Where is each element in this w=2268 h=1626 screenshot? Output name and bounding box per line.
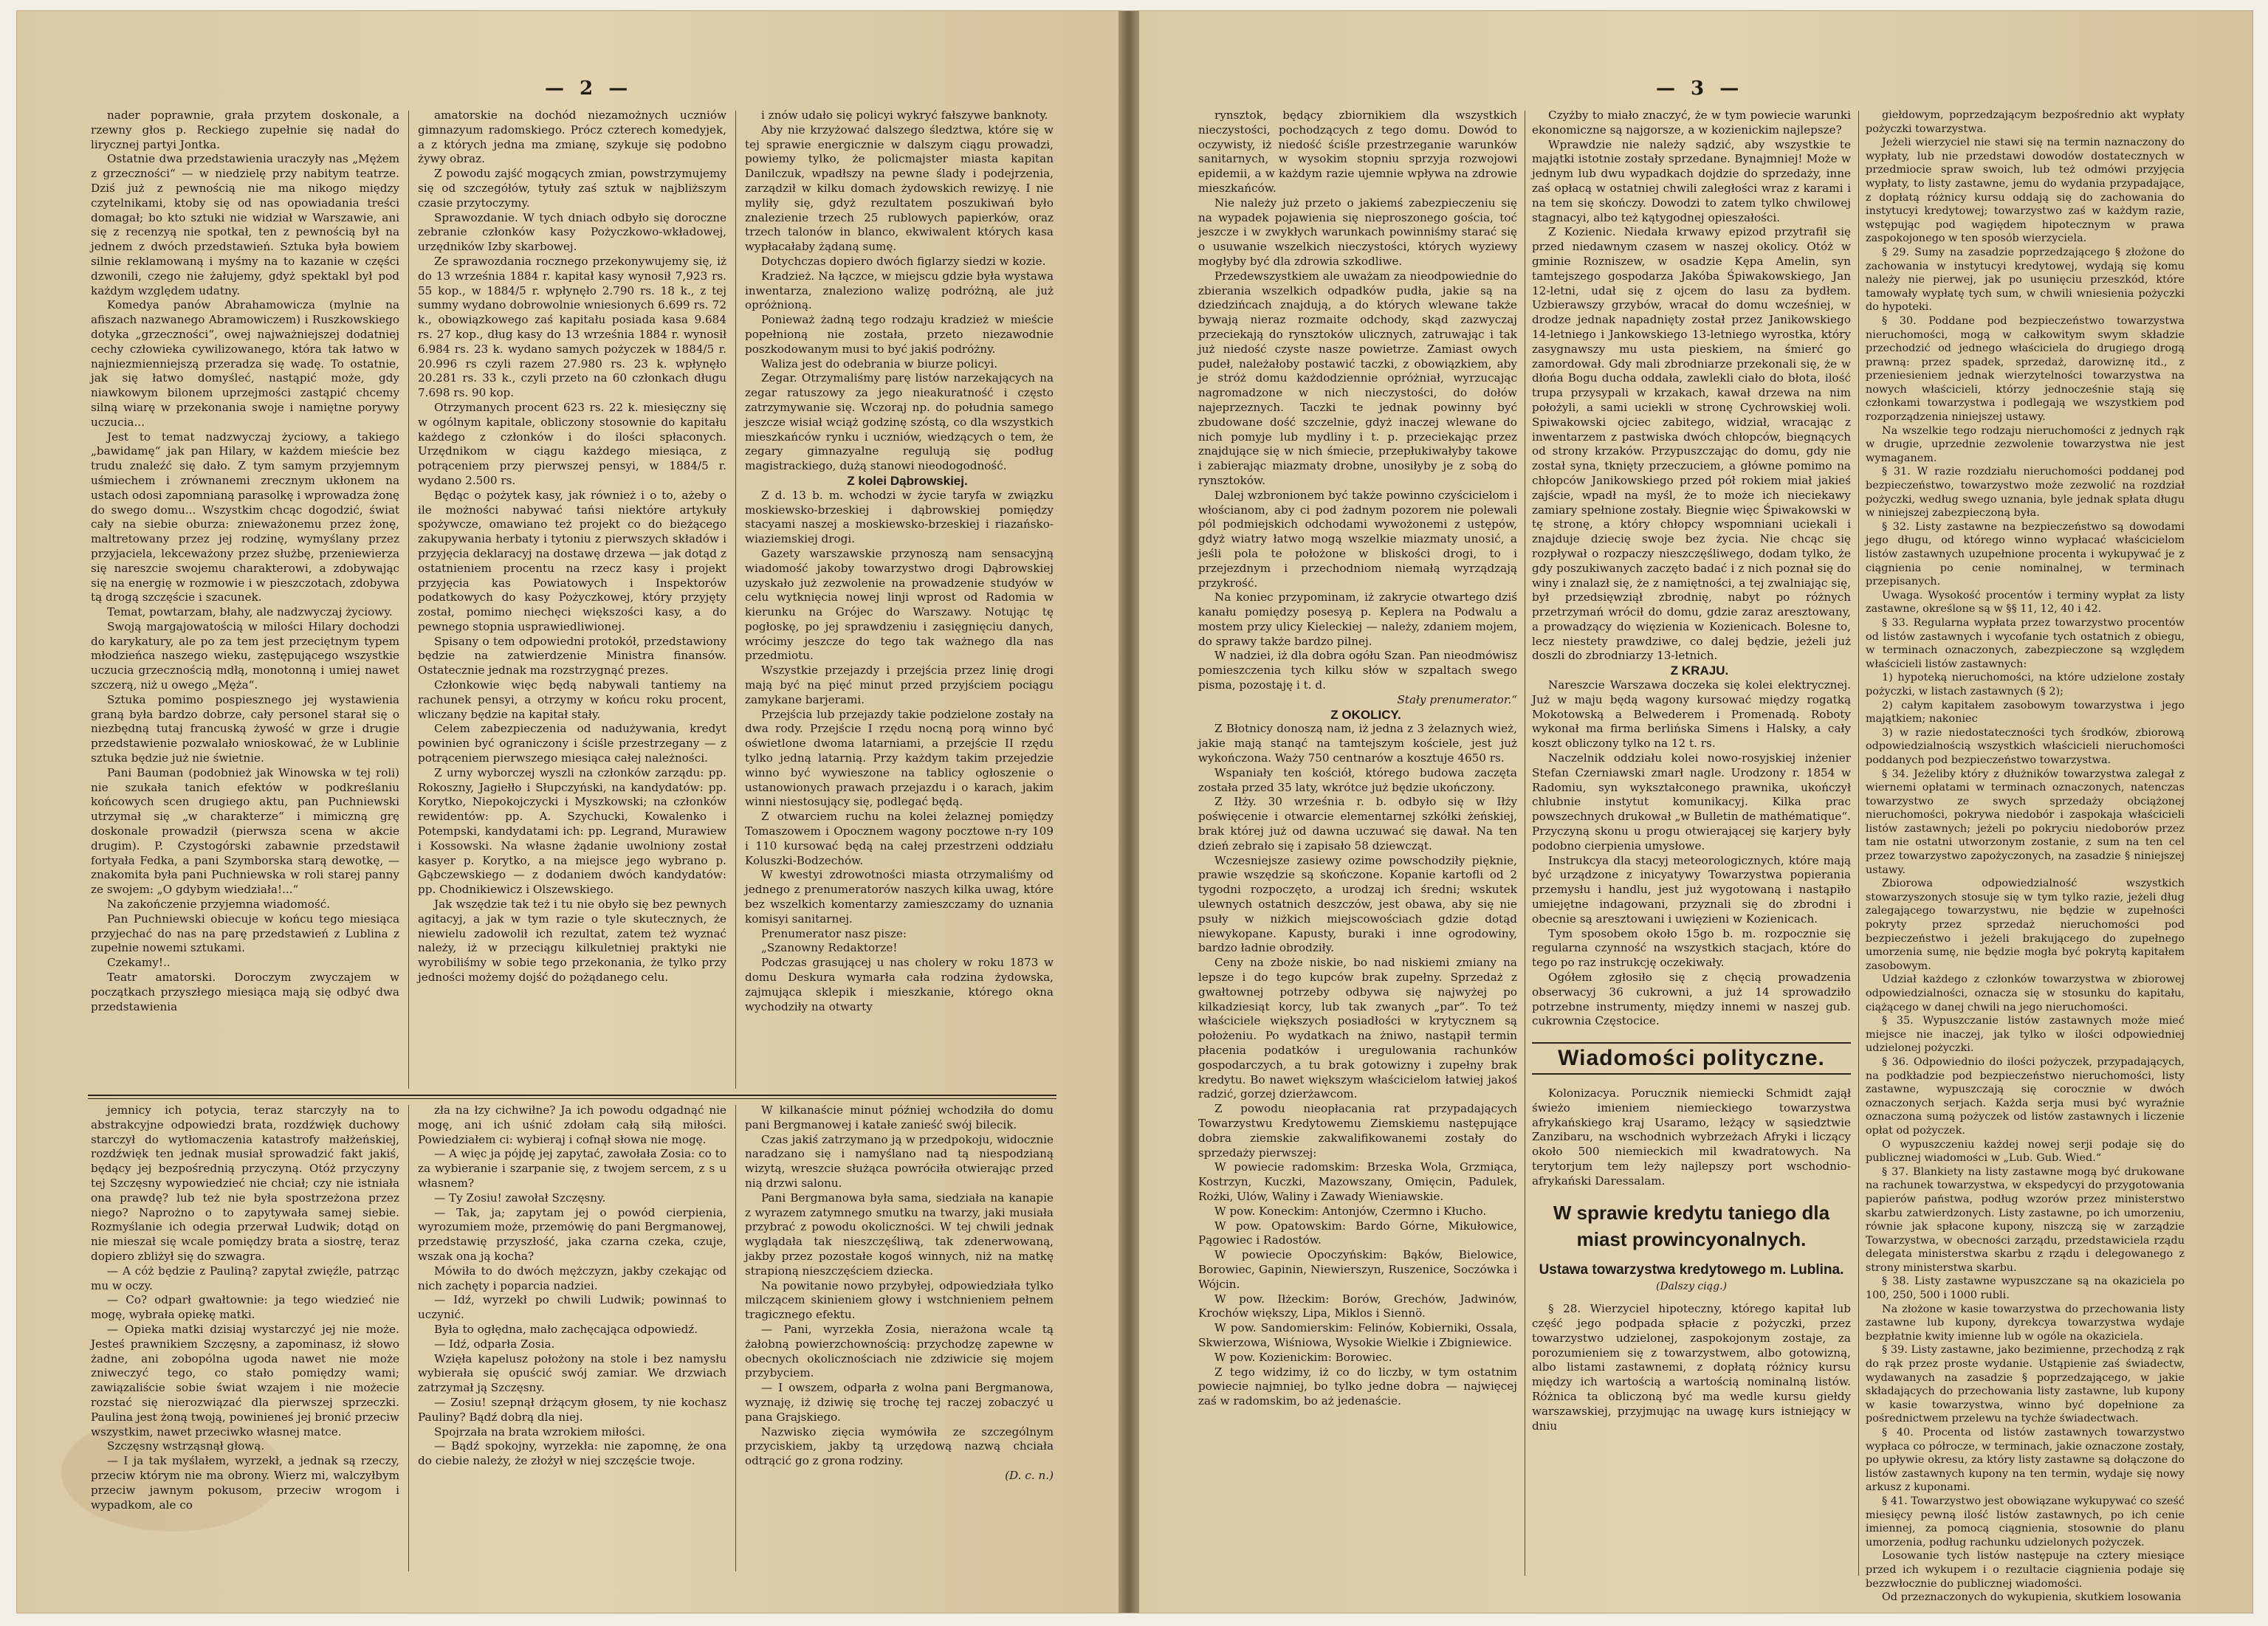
paragraph: Od przeznaczonych do wykupienia, skutkiem losowania (1882, 1591, 2182, 1604)
paragraph: § 40. Procenta od listów zastawnych towarzystwo wypłaca co półrocze, w terminach, jakie oznaczone zostały, po upływie okresu, za który listy zastawne są dołączone do listów zastawnych kupony na ten termin, wydaje się nowy arkusz z kuponami. (1866, 1427, 2185, 1494)
politics-header: Wiadomości polityczne. (1532, 1042, 1851, 1075)
paragraph: W kwestyi zdrowotności miasta otrzymaliśmy od jednego z prenumeratorów naszych kilka uwag, które bez wszelkich komentarzy zamieszczamy do uznania komisyi sanitarnej. (745, 868, 1054, 926)
paragraph: Zbiorowa odpowiedzialność wszystkich stowarzyszonych stosuje się w tym tylko razie, jeżeli dług zalegającego towarzystwu, nie będzie w zupełności pokryty przez sprzedaż nieruchomości pod bezpieczeństwo i jeżeli brakującego do zupełnego umorzenia sumę, nie będzie mogła być pokrytą kapitałem zasobowym. (1866, 878, 2185, 972)
paragraph: O wypuszczeniu każdej nowej serji podaje się do publicznej wiadomości w „Lub. Gub. Wied.“ (1866, 1138, 2185, 1165)
paragraph: Celem zabezpieczenia od nadużywania, kredyt powinien być ograniczony i ściśle przestrzegany — z potrąceniem pierwszego miesiąca całej należności. (418, 722, 726, 765)
paragraph: Nareszcie Warszawa doczeka się kolei elektrycznej. Już w maju będą wagony kursować między rogatką Mokotowską a Belwederem i Promenadą. Roboty wykonał ma firma berlińska Simens i Halsky, a cały koszt obliczony tylko na 12 t. rs. (1532, 678, 1851, 751)
paragraph: Członkowie więc będą nabywali tantiemy na rachunek pensyi, a otrzymy w końcu roku procent, wliczany będzie na kapitał stały. (418, 678, 726, 721)
ustawa-continuation: (Dalszy ciąg.) (1656, 1281, 1727, 1293)
paragraph: Wzięła kapelusz położony na stole i bez namysłu wybierała się opuścić swój zamiar. We drzwiach zatrzymał ją Szczęsny. (418, 1351, 726, 1395)
paragraph: Wczesniejsze zasiewy ozime powschodziły pięknie, prawie wszędzie są skończone. Kopanie kartofli od 2 tygodni rozpoczęto, a urodzaj ich średni; wskutek ulewnych ostatnich deszczów, jest obawa, aby się nie psuły w niżkich miejscowościach gdzie dotąd niewykopane. Kapusty, buraki i inne ogrodowiny, bardzo ładnie obrodziły. (1198, 853, 1517, 955)
paragraph: Sprawozdanie. W tych dniach odbyło się doroczne zebranie członków kasy Pożyczkowo-wkładowej, urzędników Izby skarbowej. (418, 210, 726, 254)
paragraph: § 34. Jeżeliby który z dłużników towarzystwa zalegał z wiernemi opłatami w terminach oznaczonych, natenczas towarzystwo ze swych sprzedaży obciążonej nieruchomości, pokrywa niedobór i zaspokaja właścicieli listów zastawnych; jeżeli po pokryciu niedoborów przez tam nie ostatni utworzonym zostanie, z sum na ten cel przez towarzystwo zapożyczonych, na zasadzie § niniejszej ustawy. (1866, 768, 2185, 876)
paragraph: 1) hypoteką nieruchomości, na które udzielone zostały pożyczki, w listach zastawnych (§ 2); (1866, 672, 2185, 697)
paragraph: W pow. Koneckim: Antonjów, Czermno i Kłucho. (1214, 1204, 1487, 1218)
paragraph: Wprawdzie nie należy sądzić, aby wszystkie te majątki istotnie zostały sprzedane. Bynajmniej! Może w jednym lub dwu wypadkach dojdzie do sprzedaży, inne zaś opłacą w ostatniej chwili zaległości wraz z karami i na tem się skończy. Dowodzi to zatem tylko chwilowej stagnacyi, albo też kątygodnej opieszałości. (1532, 137, 1851, 224)
paragraph: — Opieka matki dzisiaj wystarczyć jej nie może. Jesteś prawnikiem Szczęsny, a zapominasz, iż słowo żadne, ani zobopólna ugoda nawet nie może zniweczyć tego, co stało pomiędzy wami; zawiązaliście sobie świat wzajem i nie możecie rozstać się nierozwiązać dla pierwszej sprzeczki. Paulina jest żoną twoją, powinieneś jej bronić przeciw wszystkim, nawet przeciwko własnej matce. (91, 1322, 399, 1439)
paragraph: Z d. 13 b. m. wchodzi w życie taryfa w związku moskiewsko-brzeskiej i dąbrowskiej pomiędzy stacyami naszej a moskiewsko-brzeskiej i riazańsko-wiaziemskiej drogi. (745, 488, 1054, 546)
paragraph: Pani Bauman (podobnież jak Winowska w tej roli) nie szukała tanich efektów w podkreślaniu końcowych scen drugiego aktu, pan Puchniewski utrzymał się „w charakterze“ i mimiczną grę doskonale prowadził (pierwsza scena w akcie drugim). P. Czystogórski zabawnie przedstawił fortyała Fedka, a pani Szymborska starą dewotkę, — znakomita była pani Puchniewska w roli starej panny ze swojem: „O gdybym wiedziała!...“ (91, 765, 399, 897)
paragraph: Z powodu zajść mogących zmian, powstrzymujemy się od szczegółów, tytuły zaś sztuk w najbliższym czasie przytoczymy. (418, 167, 726, 210)
paragraph: Temat, powtarzam, błahy, ale nadzwyczaj życiowy. (107, 605, 393, 619)
paragraph: — I ja tak myślałem, wyrzekł, a jednak są rzeczy, przeciw którym nie ma obrony. Wierz mi, walczyłbym przeciw jawnym pokusom, przeciw wrogom i wypadkom, ale co (91, 1454, 399, 1512)
paragraph: Gazety warszawskie przynoszą nam sensacyjną wiadomość jakoby towarzystwo drogi Dąbrowskiej uzyskało już zezwolenie na prowadzenie studyów w celu wytknięcia nowej linji wprost od Radomia w kierunku na Grójec do Warszawy. Notując tę pogłoskę, po jej sprawdzeniu i zasięgnięciu danych, wrócimy jeszcze do tego tak ważnego dla nas przedmiotu. (745, 546, 1054, 663)
paragraph: W kilkanaście minut później wchodziła do domu pani Bergmanowej i katałe zanieść swój bilecik. (745, 1103, 1054, 1131)
paragraph: Nazwisko zięcia wymówiła ze szczególnym przyciskiem, jakby tą urzędową nazwą chciała odtrącić go z grona rodziny. (745, 1425, 1054, 1468)
paragraph: Ostatnie dwa przedstawienia uraczyły nas „Mężem z grzeczności“ — w niedzielę przy nabitym teatrze. Dziś już z pewnością nie ma nikogo między czytelnikami, ktoby się od nas opowiadania treści domagał; bo kto sztuki nie widział w Warszawie, ani się z recenzyą nie spotkał, ten z pewnością był na jednem z dwóch przedstawień. Sztuka była bowiem silnie reklamowaną i myśmy na to kazanie w części dzwonili, czego nie żałujemy, gdyż spektakl był pod każdym względem udatny. (91, 152, 399, 297)
paragraph: Na wszelkie tego rodzaju nieruchomości z jednych rąk w drugie, uprzednie zezwolenie towarzystwa nie jest wymaganem. (1866, 424, 2185, 464)
paragraph: Ceny na zboże niskie, bo nad niskiemi zmiany na lepsze i do tego kupców brak zupełny. Sprzedaż z gwałtownej potrzeby odbywa się najwyżej po kilkadziesiąt korcy, lub tak zwanych „par“. To też właściciele większych posiadłości w krytycznem są położeniu. Po wydatkach na żniwo, nastąpił termin płacenia podatków i uregulowania rachunków gospodarczych, a tu brak gotowizny i zupełny brak kredytu. Bo nawet większym właścicielom łatwiej jakoś radzić, gorzej dzierżawcom. (1198, 956, 1517, 1101)
page-gutter (1118, 11, 1139, 1613)
paragraph: Teatr amatorski. Doroczym zwyczajem w początkach przyszłego miesiąca mają się odbyć dwa przedstawienia (91, 971, 399, 1013)
paragraph: Swoją margajowatością w milości Hilary dochodzi do karykatury, ale po za tem jest przeciętnym typem młodzieńca naszego wieku, zastępującego wszystkie uczucia grzecznością mdłą, monotonną i umiej nawet szczerą, niż u owego „Męża“. (91, 619, 399, 692)
paragraph: — Idź, wyrzekł po chwili Ludwik; powinnaś to uczynić. (418, 1293, 726, 1322)
paragraph: Przedewszystkiem ale uważam za nieodpowiednie do zbierania wszelkich odpadków pudła, jakie są na dziedzińcach znajdują, a do których wlewane także bywają nieraz rozmaite odchody, skąd zazwyczaj przeciekają do rynsztoków ulicznych, zatruwając i tak już niedość czyste nasze powietrze. Zamiast owych pudeł, należałoby postawić taczki, z obowiązkiem, aby je stróż domu każdodziennie opróżniał, wyrzucając nagromadzone w nich nieczystości, do dołów najeprzeznych. Taczki te jednak powinny być zbudowane dość szczelnie, gdyż inaczej wlewane do nich pomyje lub mydliny i t. p. przeciekając przez znajdujące się w nich śmiecie, przepłukiwałyby takowe i zabierając miazmaty drobne, unosiłyby je z sobą do rynsztoków. (1198, 269, 1517, 487)
paragraph: — Pani, wyrzekła Zosia, nierażona wcale tą żałobną powierzchownością: przychodzę zapewne w obecnych okolicznościach nie zdziwicie się mojem przybyciem. (745, 1322, 1054, 1380)
right-column-1 (1198, 108, 1517, 1577)
feuilleton-column-3 (745, 1103, 1054, 1576)
paragraph: Na złożone w kasie towarzystwa do przechowania listy zastawne lub kupony, dyrekcya towarzystwa wydaje bezpłatnie kwity imienne lub w ogóle na okaziciela. (1866, 1303, 2185, 1343)
page-number-right: — 3 — (1656, 77, 1744, 100)
paragraph: Przejścia lub przejazdy takie podzielone zostały na dwa rody. Przejście I rzędu nocną porą winno być oświetlone dwoma latarniami, a przejście II rzędu tylko jedną latarnią. Przy każdym takim przejedzie winno być wywieszone na tablicy ogłoszenie o ustanowionych prawach przejazdu i o karach, jakim winni niestosujący się, podlegać będą. (745, 707, 1054, 809)
paragraph: Sztuka pomimo pospiesznego jej wystawienia graną była bardzo dobrze, cały personel starał się o niezbędną tutaj francuską żywość w grze i drugie przedstawienie pozwalało wnioskować, że w Lublinie sztuka będzie już nie świetnie. (91, 692, 399, 765)
right-column-2 (1532, 108, 1851, 1577)
column-divider (1858, 111, 1859, 1576)
paragraph: Była to ogłędna, mało zachęcająca odpowiedź. (434, 1322, 698, 1336)
ustawa-title: Ustawa towarzystwa kredytowego m. Lublina. (1539, 1261, 1844, 1278)
paragraph: Szczęsny wstrząsnął głową. (107, 1439, 265, 1453)
paragraph: — Bądź spokojny, wyrzekła: nie zapomnę, że ona do ciebie należy, że złożył w niej szczęście twoje. (418, 1439, 726, 1468)
paragraph: Pani Bergmanowa była sama, siedziała na kanapie z wyrazem zatymnego smutku na twarzy, jaki musiała przybrać z powodu okoliczności. W tej chwili jednak wyglądała tak nieszczęśliwą, tak zdenerwowaną, jakby przez pozostałe kogoś winnych, niż na matkę strapioną nieszczęściem dziecka. (745, 1191, 1054, 1278)
paragraph: Instrukcya dla stacyj meteorologicznych, które mają być urządzone z inicyatywy Towarzystwa popierania przemysłu i handlu, jest już wygotowaną i nastąpiło umiejętne indagowani, przyznali się do zbrodni i obecnie są aresztowani i uwięzieni w Kozienicach. (1532, 853, 1851, 926)
paragraph: Czekamy!.. (107, 956, 171, 970)
paragraph: Dotychczas dopiero dwóch figlarzy siedzi w kozie. (761, 254, 1046, 268)
paragraph: zła na łzy cichwiłne? Ja ich powodu odgadnąć nie mogę, ani ich uśnić zdołam całą siłą miłości. Powiedziałem ci: wybieraj i cofnął słowa nie mogę. (418, 1103, 726, 1146)
paragraph: Z Kozienic. Niedała krwawy epizod przytrafił się przed niedawnym czasem w naszej okolicy. Otóż w gminie Rozniszew, w osadzie Kępa Amelin, syn tamtejszego gospodarza Jakóba Śpiwakowskiego, Jan 12-letni, udał się z ojcem do lasu za bydłem. Uzbierawszy grzybów, wracał do domu wcześniej, w drodze jednak napadnięty został przez Janikowskiego 14-letniego i Jankowskiego 13-letniego wyrostka, który zasygnawszy mu usta pieskiem, na śmierć go zamordował. Gdy mali zbrodniarze przekonali się, że w dłońa Bogu ducha oddała, zawlekli ciało do błota, ilość trupa przysypali w krzakach, kawał drzewa na nim położyli, a sami uciekli w stronę Cychrowskiej woli. Spiwakowski ojciec zabitego, widział, wracając z inwentarzem z pastwiska dwóch chłopców, biegnących od strony krzaków. Przypuszczając do domu, gdy nie został syna, tknięty przeczuciem, a główne pomimo na chłopców Janikowskiego przed pół rokiem miał jakieś zajście, wpadł na myśl, że to może ich nieciekawy zamiary spełnione zostały. Biegnie więc Śpiwakowski w tę stronę, a który chłopcy wspomniani uciekali i znajduje dziecię swoje bez życia. Nie chcąc się rozpływał o rozpaczy nieszczęśliwego, dodam tylko, że gdy poszukiwanych zaczęto badać i z nich poznał się do winy i znalazł się, że z namiętności, a tej zwalniając się, był przedsięwziął zbrodnię, nabyt po różnych przetrzymań wrócił do domu, gdzie zaraz aresztowany, a prowadzący do więzienia w Kozienicach. Bolesne to, lecz niestety prawdziwe, co dalej będzie, jeżeli już doszli do zbrodniarzy 13-letnich. (1532, 225, 1851, 663)
paragraph: Na zakończenie przyjemna wiadomość. (107, 898, 331, 912)
paragraph: § 35. Wypuszczanie listów zastawnych może mieć miejsce nie inaczej, jak tylko w ilości odpowiedniej udzielonej pożyczki. (1866, 1015, 2185, 1055)
paragraph: nader poprawnie, grała przytem doskonale, a rzewny głos p. Reckiego zupełnie się nadał do lirycznej partyi Jontka. (91, 108, 399, 151)
paragraph: W powiecie radomskim: Brzeska Wola, Grzmiąca, Kostrzyn, Kuczki, Mazowszany, Omięcin, Padulek, Rożki, Ulów, Waliny i Zawady Wieniawskie. (1198, 1160, 1517, 1203)
paragraph: Spisany o tem odpowiedni protokół, przedstawiony będzie na zatwierdzenie Ministra finansów. Ostatecznie jednak ma rozstrzygnąć prezes. (418, 634, 726, 678)
paragraph: jemnicy ich potycia, teraz starczyły na to abstrakcyjne odpowiedzi brata, rozdźwięk duchowy starczył do wytłomaczenia katastrofy małżeńskiej, rozdźwięk ten jednak musiał sprowadzić fakt jakiś, będący jej bezpośrednią przyczyną. Otóż przyczyny tej Szczęsny wypowiedzieć nie chciał; czy nie istniała ona prawdę? lub też nie była spostrzeżona przez niego? Naprożno o to zapytywała samej siebie. Rozmyślanie ich odegia przerwał Ludwik; dotąd on nie mieszał się wcale pomiędzy brata a siostrę, teraz dopiero zbliżył się do szwagra. (91, 1103, 399, 1263)
paragraph: 3) w razie niedostateczności tych środków, zbiorową odpowiedzialnością wszystkich właścicieli nieruchomości poddanych pod bezpieczeństwo towarzystwa. (1866, 726, 2185, 766)
left-column-1 (91, 108, 399, 1090)
paragraph: Z otwarciem ruchu na kolei żelaznej pomiędzy Tomaszowem i Opocznem wagony pocztowe n-ry 109 i 110 kursować będą na całej przestrzeni oddziału Koluszki-Bodzechów. (745, 810, 1054, 867)
paragraph: — A cóż będzie z Pauliną? zapytał zwięźle, patrząc mu w oczy. (91, 1264, 399, 1292)
paragraph: Z Błotnicy donoszą nam, iż jedna z 3 żelaznych wież, jakie mają stanąć na tamtejszym kościele, jest już wykończona. Waży 750 centnarów a kosztuje 4650 rs. (1198, 722, 1517, 765)
right-column-2-body (1532, 108, 1851, 1029)
paragraph: § 37. Blankiety na listy zastawne mogą być drukowane na rachunek towarzystwa, w ekspedycyi do przygotowania papierów państwa, podług wzorów przez ministerstwo skarbu zatwierdzonych. Listy zastawne, po ich umorzeniu, równie jak spłacone kupony, niszczą się w zarządzie Towarzystwa, w obecności zarządu, przedstawiciela rządu delegata ministerstwa skarbu z rządu i delegowanego z strony ministerstwa skarbu. (1866, 1165, 2185, 1274)
paragraph: § 38. Listy zastawne wypuszczane są na okaziciela po 100, 250, 500 i 1000 rubli. (1866, 1275, 2185, 1302)
paragraph: — I owszem, odparła z wolna pani Bergmanowa, wyznaję, iż dziwię się trochę tej raczej zobaczyć u pana Grajskiego. (745, 1381, 1054, 1424)
politics-text: Kolonizacya. Porucznik niemiecki Schmidt zajął świeżo imieniem niemieckiego towarzystwa afrykańskiego kraj Usaramo, leżący w sąsiedztwie Zanzibaru, na wschodnich wybrzeżach Afryki i liczący około 500 niemieckich mil kwadratowych. Na terytorjum tem leży najlepszy port wschodnio-afrykański Daressalam. (1532, 1086, 1851, 1188)
paragraph: Naczelnik oddziału kolei nowo-rosyjskiej inżenier Stefan Czerniawski zmarł nagle. Urodzony r. 1854 w Radomiu, syn wykształconego prawnika, ukończył chlubnie instytut komunikacyj. Kilka prac powszechnych drukował „w Bulletin de mathématique“. Przyczyną skonu u progu otwierającej się karjery były podobno cierpienia umysłowe. (1532, 751, 1851, 852)
section-heading: Z KRAJU. (1670, 664, 1729, 678)
left-column-2 (418, 108, 726, 1090)
left-column-3 (745, 108, 1054, 1090)
paragraph: Jak wszędzie tak też i tu nie obyło się bez pewnych agitacyj, a jak w tym razie o tyle skutecznych, że niewielu zadowolił ich rezultat, zatem też wyznać należy, iż w przeciągu kilkuletniej praktyki nie wyrobiliśmy w sobie tego przekonania, że tylko przy jedności możemy dojść do pożądanego celu. (418, 898, 726, 985)
paragraph: amatorskie na dochód niezamożnych uczniów gimnazyum radomskiego. Prócz czterech komedyjek, a z których jedna ma zmianę, szykuje się podobno żywy obraz. (418, 108, 726, 166)
paragraph: Jest to temat nadzwyczaj życiowy, a takiego „bawidamę“ jak pan Hilary, w każdem mieście bez trudu znaleźć się dało. Z tym samym przyjemnym uśmiechem i zrównanemi zrecznym ukłonem na ustach odosi zapomnianą parasolkę i wprowadza żonę do swego domu... Wszystkim chcąc dogodzić, świat cały na siebie oburza: znieważonemu przez żonę, maltretowany przez jej rodzinę, wymyślany przez przyjaciela, lekceważony przez służbę, przeniewierza się nareszcie swojemu charakterowi, a zdobywając się na energię w rozmowie i w pieszczotach, zdobywa tą drogą szczęście i szacunek. (91, 430, 399, 604)
paragraph: Z powodu nieopłacania rat przypadających Towarzystwu Kredytowemu Ziemskiemu następujące dobra ziemskie zakwalifikowanemi zostały do sprzedaży pierwszej: (1198, 1102, 1517, 1160)
paragraph: § 36. Odpowiednio do ilości pożyczek, przypadających, na podkładzie pod bezpieczeństwo nieruchomości, listy zastawne, wypuszczają się corocznie w dwóch oznaczonych serjach. Każda serja musi być wyraźnie oznaczona sumą pożyczek od listów zastawnych i liczenie opłat od pożyczek. (1866, 1055, 2185, 1137)
paragraph: Czyżby to miało znaczyć, że w tym powiecie warunki ekonomiczne są najgorsze, a w kozienickim najlepsze? (1532, 108, 1851, 137)
column-divider (408, 1105, 409, 1571)
paragraph: Wszystkie przejazdy i przejścia przez linię drogi mają być na pięć minut przed przyjściem pociągu zamykane barjerami. (745, 664, 1054, 706)
paragraph: Komedya panów Abrahamowicza (mylnie na afiszach nazwanego Abramowiczem) i Ruszkowskiego dotyka „grzeczności“, owej najważniejszej dodatniej cechy człowieka cywilizowanego, która tak łatwo w najniezmienniejszą przeradza się wadę. To ostatnie, jak się łatwo domyśleć, nastąpić może, gdy niawkowym bilonem uprzejmości zastąpić chcemy silną wiarę w przekonania swoje i namiętne porywy uczucia... (91, 298, 399, 429)
paragraph: Prenumerator nasz pisze: (761, 926, 907, 940)
paragraph: Na powitanie nowo przybyłej, odpowiedziała tylko milczącem skinieniem głowy i wstchnieniem pełnem tragicznego efektu. (745, 1278, 1054, 1322)
paragraph: Aby nie krzyżować dalszego śledztwa, które się w tej sprawie energicznie w dalszym ciągu prowadzi, powiemy tylko, że policmajster miasta kapitan Danilczuk, wpadłszy na pewne ślady i podejrzenia, zarządził w kilku domach żydowskich rewizyę. I nie myliły się, gdyż rezultatem poszukiwań było znalezienie trzech 25 rublowych papierków, oraz trzech talonów in blanco, ekwiwalent których kasa wypłacałaby żądaną sumę. (745, 123, 1054, 254)
paragraph: W powiecie Opoczyńskim: Bąków, Bielowice, Borowiec, Gapinin, Niewierszyn, Ruszenice, Soczówka i Wójcin. (1198, 1248, 1517, 1291)
paragraph: Ze sprawozdania rocznego przekonywujemy się, iż do 13 września 1884 r. kapitał kasy wynosił 7,923 rs. 55 kop., w 1884/5 r. wpłynęło 2.790 rs. 18 k., z tej summy wydano dobrowolnie wniesionych 6.699 rs. 72 k., obowiązkowego zaś kapitału posiada kasa 9.684 rs. 27 kop., dług kasy do 13 września 1884 r. wynosił 6.984 rs. 23 k. wydano samych pożyczek w 1884/5 r. 20.996 rs czyli razem 27.980 rs. 23 k. wpłynęło 20.281 rs. 33 k., czyli przeto na 60 członkach długu 7.698 rs. 90 kop. (418, 254, 726, 400)
paragraph: Losowanie tych listów następuje na cztery miesiące przed ich wykupem i o rezultacie ciągnienia podaje się bezzwłocznie do publicznej wiadomości. (1866, 1550, 2185, 1590)
paragraph: Nie należy już przeto o jakiemś zabezpieczeniu się na wypadek pojawienia się nieproszonego gościa, toć jeszcze i w zwykłych warunkach powinniśmy starać się o usuwanie wszelkich nieczystości, których wyziewy mogłyby być dla zdrowia szkodliwe. (1198, 196, 1517, 268)
paragraph: § 33. Regularna wypłata przez towarzystwo procentów od listów zastawnych i wycofanie tych ostatnich z obiegu, w terminach oznaczonych, zabezpieczone są względem właścicieli listów zastawnych: (1866, 616, 2185, 670)
right-page (1139, 11, 2252, 1613)
paragraph: W pow. Iłżeckim: Borów, Grechów, Jadwinów, Krochów większy, Lipa, Miklos i Siennö. (1198, 1292, 1517, 1320)
section-heading: Z OKOLICY. (1330, 707, 1401, 722)
feuilleton-column-2 (418, 1103, 726, 1576)
paragraph: Mówiła to do dwóch mężczyzn, jakby czekając od nich zachęty i poparcia nadziei. (418, 1264, 726, 1292)
paragraph: W pow. Sandomierskim: Felinów, Kobierniki, Ossala, Skwierzowa, Wiśniowa, Wysokie Wielkie i Zbigniewice. (1198, 1321, 1517, 1349)
paragraph: „Szanowny Redaktorze! (761, 941, 898, 955)
paragraph: Zegar. Otrzymaliśmy parę listów narzekających na zegar ratuszowy za jego nieakuratność i często zatrzymywanie się. Wczoraj np. do południa samego jeszcze wisiał wciąż godzinę szóstą, co dla wszystkich mieszkańców rynku i uczniów, wiedzących o tem, że zegary gimnazyalne regulują się podług magistrackiego, dużą stanowi nieodogodność. (745, 371, 1054, 473)
paragraph: Podczas grasującej u nas cholery w roku 1873 w domu Deskura wymarła cała rodzina żydowska, zajmująca sklepik i mieszkanie, którego okna wychodziły na otwarty (745, 956, 1054, 1013)
paragraph: — Idź, odparła Zosia. (434, 1337, 555, 1351)
feuilleton-rule (88, 1095, 1056, 1099)
paragraph: Ponieważ żadną tego rodzaju kradzież w mieście popełnioną nie została, przeto niezawodnie poszkodowanym musi to być jakiś podróżny. (745, 313, 1054, 356)
paragraph: Spojrzała na brata wzrokiem miłości. (434, 1425, 645, 1439)
paragraph: — Tak, ja; zapytam jej o powód cierpienia, wyrozumiem może, przemówię do pani Bergmanowej, przedstawię przyszłość, jaka czarna czeka, czuje, wszak ona ją kocha? (418, 1205, 726, 1263)
page-number-left: — 2 — (545, 77, 633, 100)
paragraph: Waliza jest do odebrania w biurze policyi. (761, 356, 998, 371)
credit-header: W sprawie kredytu taniego dla miast prowincyonalnych. (1553, 1201, 1830, 1250)
paragraph: W nadziei, iż dla dobra ogółu Szan. Pan nieodmówisz pomieszczenia tych kilku słów w szpaltach swego pisma, pozostaję i t. d. (1198, 649, 1517, 692)
paragraph: i znów udało się policyi wykryć fałszywe banknoty. (761, 108, 1048, 122)
paragraph: W pow. Opatowskim: Bardo Górne, Mikułowice, Pągowiec i Radostów. (1198, 1219, 1517, 1247)
paragraph: Czas jakiś zatrzymano ją w przedpokoju, widocznie naradzano się i namyślano nad tą niespodzianą wizytą, wreszcie służąca powróciła otwierając przed nią drzwi salonu. (745, 1132, 1054, 1190)
paragraph: — Zosiu! szepnął drżącym głosem, ty nie kochasz Pauliny? Bądź dobrą dla niej. (418, 1395, 726, 1424)
section-heading: Z kolei Dąbrowskiej. (847, 473, 968, 488)
paragraph: — Ty Zosiu! zawołał Szczęsny. (434, 1191, 606, 1205)
paragraph: Kradzież. Na łączce, w miejscu gdzie była wystawa inwentarza, znaleziono walizę podróżną, ale już opróżnioną. (745, 269, 1054, 312)
ustawa-text: § 28. Wierzyciel hipoteczny, którego kapitał lub część jego podpada spłacie z pożyczki, przez towarzystwo udzielonej, zaspokojonym zostaje, za porozumieniem się z towarzystwem, albo gotowizną, albo listami zastawnemi, z dopłatą różnicy kursu między ich wartością a wartością nominalną listów. Różnica ta obliczoną być ma wedle kursu giełdy warszawskiej, przyjmując na uwagę kurs istniejący w dniu (1532, 1302, 1851, 1433)
paragraph: § 30. Poddane pod bezpieczeństwo towarzystwa nieruchomości, mogą w całkowitym swym składzie przechodzić od jednego właściciela do drugiego drogą prawną: przez spadek, sprzedaż, darowiznę itd., z przeniesieniem jednak wierzytelności towarzystwa na nowych właścicieli, którzy jednocześnie stają się członkami towarzystwa i podlegają we wszystkiem pod rozporządzenia niniejszej ustawy. (1866, 314, 2185, 424)
paragraph: Otrzymanych procent 623 rs. 22 k. miesięczny się w ogólnym kapitale, obliczony stosownie do kapitału każdego z członków i do ilości spłaconych. Urzędnikom w ciągu każdego miesiąca, z potrąceniem przy pierwszej pensyi, w 1884/5 r. wydano 2.500 rs. (418, 400, 726, 487)
paragraph: — Co? odparł gwałtownie: ja tego wiedzieć nie mogę, wybrała opiekę matki. (91, 1293, 399, 1322)
newspaper-spread (16, 10, 2253, 1613)
paragraph: § 31. W razie rozdziału nieruchomości poddanej pod bezpieczeństwo, towarzystwo może zezwolić na rozdział pożyczki, według swego uznania, byle jednak spłata długu w niniejszej zabezpieczoną była. (1866, 466, 2185, 520)
paragraph: — A więc ja pójdę jej zapytać, zawołała Zosia: co to za wybieranie i szarpanie się, z twojem sercem, z s u własnem? (418, 1147, 726, 1190)
paragraph: Uwaga. Wysokość procentów i terminy wypłat za listy zastawne, określone są w §§ 11, 12, 40 i 42. (1866, 589, 2185, 616)
column-divider (735, 1105, 736, 1571)
paragraph: Ogółem zgłosiło się z chęcią prowadzenia obserwacyj 36 cukrowni, a już 14 sprowadziło potrzebne instrumenty, między innemi w naszej gub. cukrownia Częstocice. (1532, 971, 1851, 1028)
paragraph: 2) całym kapitałem zasobowym towarzystwa i jego majątkiem; nakoniec (1866, 699, 2185, 726)
left-page (17, 11, 1118, 1613)
paragraph: § 39. Listy zastawne, jako bezimienne, przechodzą z rąk do rąk przez proste wydanie. Ustąpienie zaś świadectw, wydawanych na zasadzie § poprzedzającego, w jakie składających do przechowania listy zastawne, lub kupony w kasie towarzystwa, winno być dopełnione za pośrednictwem przelewu na tychże świadectwach. (1866, 1344, 2185, 1425)
right-column-3 (1866, 108, 2185, 1604)
paragraph: Z tego widzimy, iż co do liczby, w tym ostatnim powiecie najmniej, bo tylko jedne dobra — najwięcej zaś w radomskim, bo aż jedenaście. (1198, 1365, 1517, 1408)
paragraph: § 32. Listy zastawne na bezpieczeństwo są dowodami jego długu, od którego winno wypłacać właścicielom listów zastawnych uzupełnione procenta i wykupywać je z ciągnienia po cenie nominalnej, w terminach przepisanych. (1866, 520, 2185, 588)
column-divider (408, 111, 409, 1089)
feuilleton-column-1 (91, 1103, 399, 1576)
signature: Stały prenumerator.“ (1397, 692, 1517, 706)
paragraph: W pow. Kozienickim: Borowiec. (1214, 1350, 1392, 1364)
paragraph: Z urny wyborczej wyszli na członków zarządu: pp. Rokoszny, Jagiełło i Słupczyński, na kandydatów: pp. Korytko, Niepokojczycki i Myszkowski; na członków rewidentów: pp. A. Szychucki, Kowalenko i Potempski, kandydatami ich: pp. Legrand, Murawiew i Kossowski. Na własne żądanie uwolniony został kasyer p. Korytko, a na miejsce jego wybrano p. Gąbczewskiego — z dodaniem dwóch kandydatów: pp. Chodnikiewicz i Olszewskiego. (418, 765, 726, 897)
paragraph: Pan Puchniewski obiecuje w końcu tego miesiąca przyjechać do nas na parę przedstawień z Lublina z zupełnie nowemi sztukami. (91, 912, 399, 955)
paragraph: Udział każdego z członków towarzystwa w zbiorowej odpowiedzialności, oznacza się w stosunku do kapitału, ciążącego w danej chwili na jego nieruchomości. (1866, 974, 2185, 1013)
column-divider (735, 111, 736, 1089)
paragraph: Jeżeli wierzyciel nie stawi się na termin naznaczony do wypłaty, lub nie przedstawi dowodów dostatecznych w przedmiocie spraw swoich, lub też odmówi przyjęcia wypłaty, to listy zastawne, jemu do wydania przypadające, z dopłatą różnicy kursu oddają się do zachowania do instytucyi kredytowej; towarzystwo zaś w każdym razie, wstępując pod wagiędem hipotecznym w prawa zaspokojonego w ten sposób wierzyciela. (1866, 137, 2185, 245)
paragraph: § 29. Sumy na zasadzie poprzedzającego § złożone do zachowania w instytucyi kredytowej, wydają się komu należy nie pierwej, jak po usunięciu przeszkód, które tamowały wypłatę tych sum, w chwili wniesienia pożyczki do hypoteki. (1866, 246, 2185, 314)
paragraph: Na koniec przypominam, iż zakrycie otwartego dziś kanału pomiędzy posesyą p. Keplera na Podwalu a mostem przy ulicy Kieleckiej — należy, zdaniem mojem, do sprawy także bardzo pilnej. (1198, 590, 1517, 648)
paragraph: Będąc o pożytek kasy, jak również i o to, ażeby o ile możności nabywać tańsi niektóre artykuły spożywcze, omawiano też projekt co do bieżącego zakupywania herbaty i tytoniu z pierwszych składów i przyjęcia deklaracyj na dostawę drzewa — jak dotąd z ostatnieniem procentu na rzecz kasy i projekt przyjęcia kas Powiatowych i Inspektorów podatkowych do kasy Pożyczkowej, który przyjęty został, pomimo niechęci większości kasy, a do pewnego stopnia usprawiedliwionej. (418, 488, 726, 633)
paragraph: Wspaniały ten kościół, którego budowa zaczęta została przed 35 laty, wkrótce już będzie ukończony. (1198, 765, 1517, 794)
paragraph: giełdowym, poprzedzającym bezpośrednio akt wypłaty pożyczki towarzystwa. (1866, 109, 2185, 135)
paragraph: Z Iłży. 30 września r. b. odbyło się w Iłży poświęcenie i otwarcie elementarnej szkółki żeńskiej, brak której już od dawna uczuwać się dawał. Na ten dzień zebrało się i zapisało 58 dziewcząt. (1198, 795, 1517, 852)
paragraph: § 41. Towarzystwo jest obowiązane wykupywać co sześć miesięcy pewną ilość listów zastawnych, po ich cenie imiennej, za pomocą ciągnienia, stosownie do planu umorzenia, podług rachunku udzielonych pożyczek. (1866, 1495, 2185, 1549)
continuation-mark: (D. c. n.) (1005, 1468, 1054, 1482)
paragraph: Tym sposobem około 15go b. m. rozpocznie się regularna czynność na wszystkich stacjach, które do tego po raz instrukcję oczekiwały. (1532, 926, 1851, 970)
paragraph: rynsztok, będący zbiornikiem dla wszystkich nieczystości, pochodzących z tego domu. Dowód to oczywisty, iż niedość ściśle przestrzeganie warunków sanitarnych, w wysokim stopniu sprzyja rozwojowi epidemii, a w każdym razie ujemnie wpływa na zdrowie mieszkańców. (1198, 108, 1517, 195)
paragraph: Dalej wzbronionem być także powinno czyścicielom i włościanom, aby ci pod żadnym pozorem nie polewali pól podmiejskich odchodami wywożonemi z ustępów, gdyż wiatry łatwo mogą wszelkie miazmaty unosić, a jeśli pola te położone w bliskości drogi, to i przejezdnym i przechodniom niemałą wyrządzają przykrość. (1198, 488, 1517, 590)
